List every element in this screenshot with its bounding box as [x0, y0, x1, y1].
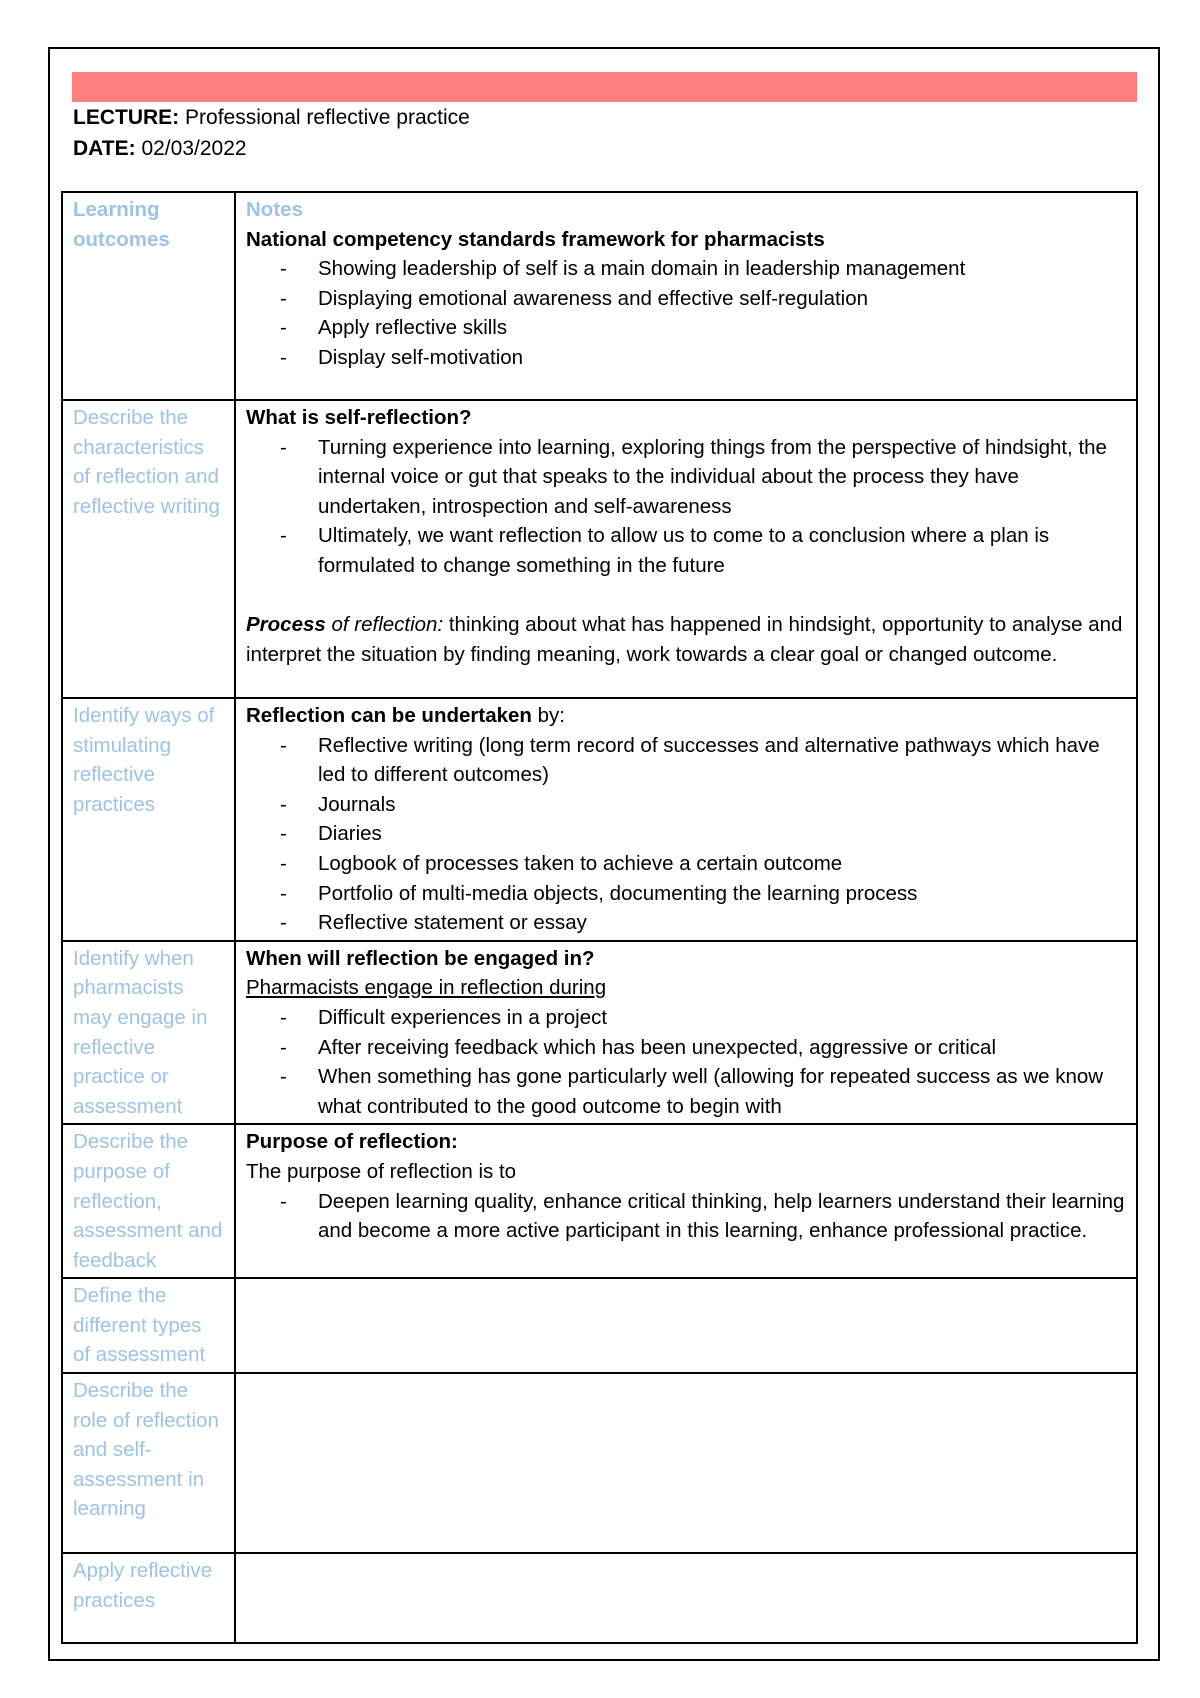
notes-cell [235, 192, 1137, 400]
list-item: - Display self-motivation [318, 343, 1126, 373]
table-row [62, 941, 1137, 1125]
table-row [62, 1124, 1137, 1278]
table-row [62, 192, 1137, 400]
notes-cell-empty [235, 1553, 1137, 1643]
date-line [73, 135, 247, 163]
row-heading: National competency standards framework for pharmacists [246, 227, 825, 251]
bullet-list [246, 433, 1126, 581]
row-subheading: Pharmacists engage in reflection during [246, 976, 607, 1000]
table-row [62, 400, 1137, 698]
list-item: - After receiving feedback which has been unexpected, aggressive or critical [318, 1033, 1126, 1063]
header-banner [72, 72, 1137, 102]
lecture-label: LECTURE: [73, 106, 180, 129]
notes-table [61, 191, 1138, 1644]
bullet-list [246, 1187, 1126, 1246]
list-item: - Logbook of processes taken to achieve a certain outcome [318, 849, 1126, 879]
learning-outcome: Describe the purpose of reflection, assessment and feedback [62, 1124, 235, 1278]
learning-outcome: Identify when pharmacists may engage in reflective practice or assessment [62, 941, 235, 1125]
notes-header: Notes [246, 198, 303, 221]
row-intro: The purpose of reflection is to [246, 1159, 517, 1183]
learning-outcome: Apply reflective practices [62, 1553, 235, 1643]
list-item: - Journals [318, 790, 1126, 820]
row-heading: What is self-reflection? [246, 406, 472, 429]
date-label: DATE: [73, 137, 136, 160]
list-item: - Apply reflective skills [318, 313, 1126, 343]
list-item: - Displaying emotional awareness and effective self-regulation [318, 284, 1126, 314]
list-item: - Portfolio of multi-media objects, documenting the learning process [318, 879, 1126, 909]
date-value: 02/03/2022 [141, 137, 247, 160]
lecture-line [73, 104, 470, 132]
list-item: - When something has gone particularly well (allowing for repeated success as we know what contributed to the good outcome to begin with [318, 1062, 1126, 1121]
bullet-list [246, 1003, 1126, 1121]
learning-outcome: Describe the role of reflection and self-assessment in learning [62, 1373, 235, 1553]
notes-cell [235, 400, 1137, 698]
learning-outcome: Describe the characteristics of reflection and reflective writing [62, 400, 235, 698]
learning-outcome: Identify ways of stimulating reflective practices [62, 698, 235, 941]
list-item: - Showing leadership of self is a main domain in leadership management [318, 254, 1126, 284]
bullet-list [246, 731, 1126, 938]
table-row [62, 1373, 1137, 1553]
notes-cell [235, 698, 1137, 941]
notes-cell-empty [235, 1373, 1137, 1553]
list-item: - Difficult experiences in a project [318, 1003, 1126, 1033]
learning-outcomes-header: Learning outcomes [62, 192, 235, 400]
list-item: - Turning experience into learning, exploring things from the perspective of hindsight, the internal voice or gut that speaks to the individual about the process they have undertaken, introspection and self-awareness [318, 433, 1126, 522]
list-item: - Deepen learning quality, enhance critical thinking, help learners understand their learning and become a more active participant in this learning, enhance professional practice. [318, 1187, 1126, 1246]
process-paragraph: Process of reflection: thinking about what has happened in hindsight, opportunity to analyse and interpret the situation by finding meaning, work towards a clear goal or changed outcome. [246, 613, 1123, 666]
table-row [62, 698, 1137, 941]
notes-cell [235, 1124, 1137, 1278]
list-item: - Reflective writing (long term record of successes and alternative pathways which have led to different outcomes) [318, 731, 1126, 790]
list-item: - Diaries [318, 819, 1126, 849]
table-row [62, 1278, 1137, 1373]
row-heading: Reflection can be undertaken by: [246, 704, 565, 727]
list-item: - Ultimately, we want reflection to allow us to come to a conclusion where a plan is formulated to change something in the future [318, 521, 1126, 580]
notes-cell [235, 941, 1137, 1125]
row-heading: When will reflection be engaged in? [246, 946, 595, 970]
learning-outcome: Define the different types of assessment [62, 1278, 235, 1373]
lecture-title: Professional reflective practice [185, 106, 470, 129]
notes-cell-empty [235, 1278, 1137, 1373]
list-item: - Reflective statement or essay [318, 908, 1126, 938]
row-heading: Purpose of reflection: [246, 1130, 458, 1154]
table-row [62, 1553, 1137, 1643]
bullet-list [246, 254, 1126, 372]
